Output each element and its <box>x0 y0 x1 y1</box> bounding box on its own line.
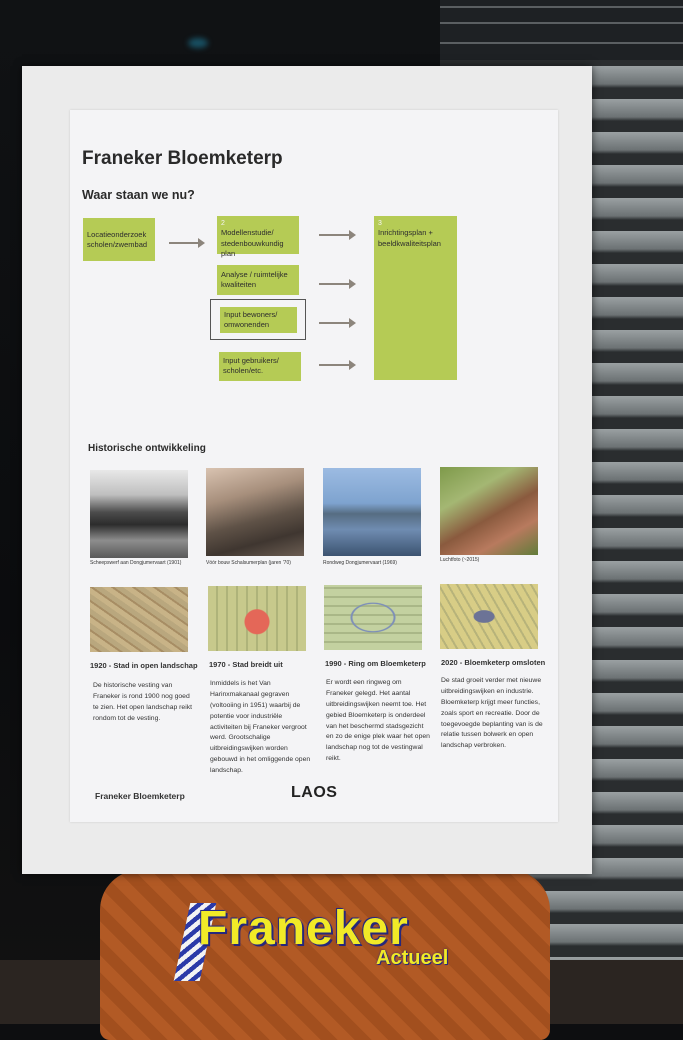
blue-light <box>188 38 208 48</box>
flow-step-analyse <box>217 265 299 295</box>
historic-map <box>90 587 188 652</box>
flow-step-label: Input bewoners/ omwonenden <box>224 310 278 330</box>
map-description: De stad groeit verder met nieuwe uitbreidingswijken en industrie. Bloemketerp krijgt meer functies, zoals sport en recreatie. Door de toegevoegde beplanting van is de relatie tussen bolwerk en open landschap verbroken. <box>441 677 543 750</box>
flow-step-locatieonderzoek <box>83 218 155 261</box>
flow-step-label: Analyse / ruimtelijke kwaliteiten <box>221 270 288 290</box>
map-title: 1920 - Stad in open landschap <box>90 661 198 670</box>
historic-photo <box>206 468 304 556</box>
map-title: 1990 - Ring om Bloemketerp <box>325 659 426 668</box>
historic-photo <box>90 470 188 558</box>
photo-caption: Scheepswerf aan Dongjumervaart (1901) <box>90 560 182 566</box>
historic-map <box>440 584 538 649</box>
flow-step-label: Input gebruikers/ scholen/etc. <box>223 356 279 376</box>
flow-step-inrichtingsplan <box>374 216 457 380</box>
map-description: De historische vesting van Franeker is rond 1900 nog goed te zien. Het open landschap reikt rondom tot de vesting. <box>93 682 192 722</box>
aerial-photo <box>440 467 538 555</box>
map-title: 1970 - Stad breidt uit <box>209 660 283 669</box>
flow-step-modellenstudie <box>217 216 299 258</box>
watermark-main-text: Franeker <box>198 902 409 955</box>
poster-subtitle: Waar staan we nu? <box>82 188 195 202</box>
franeker-actueel-watermark <box>180 895 510 985</box>
poster-footer-title: Franeker Bloemketerp <box>95 791 185 801</box>
photo-caption: Luchtfoto (~2015) <box>440 557 480 563</box>
flow-arrow <box>319 322 350 324</box>
flow-step-number: 3 <box>378 220 382 227</box>
flow-arrow <box>319 234 350 236</box>
historic-photo <box>323 468 421 556</box>
flow-step-label: Modellenstudie/ stedenbouwkundig plan <box>221 228 284 258</box>
flow-arrow <box>319 364 350 366</box>
watermark-sub-text: Actueel <box>376 947 449 969</box>
flow-step-number: 2 <box>221 220 225 227</box>
flow-step-label: Inrichtingsplan + beeldkwaliteitsplan <box>378 228 441 248</box>
poster-title: Franeker Bloemketerp <box>82 148 283 169</box>
map-description: Inmiddels is het Van Harinxmakanaal gegraven (voltooiing in 1951) waarbij de potentie voor industriële activiteiten bij Franeker vergroot werd. Grootschalige uitbreidingswijken worden gebouwd in het omliggende open landschap. <box>210 680 311 774</box>
photo-caption: Rondweg Dongjumervaart (1969) <box>323 560 397 566</box>
historic-map <box>208 586 306 651</box>
map-description: Er wordt een ringweg om Franeker gelegd. Het aantal uitbreidingswijken neemt toe. Het gebied Bloemketerp is onderdeel van het beschermd stadsgezicht en zo de enige plek waar het open landschap nog tot de vestingwal reikt. <box>326 679 430 763</box>
map-title: 2020 - Bloemketerp omsloten <box>441 658 546 667</box>
flow-step-label: Locatieonderzoek scholen/zwembad <box>87 230 148 250</box>
flow-arrow <box>169 242 199 244</box>
flow-step-input-gebruikers <box>219 352 301 381</box>
flow-arrow <box>319 283 350 285</box>
history-title: Historische ontwikkeling <box>88 443 206 454</box>
flow-step-input-bewoners <box>220 307 297 333</box>
laos-logo: LAOS <box>291 784 338 801</box>
window-blinds-top <box>440 0 683 60</box>
historic-map <box>324 585 422 650</box>
photo-caption: Vóór bouw Schalsumerplan (jaren '70) <box>206 560 291 566</box>
